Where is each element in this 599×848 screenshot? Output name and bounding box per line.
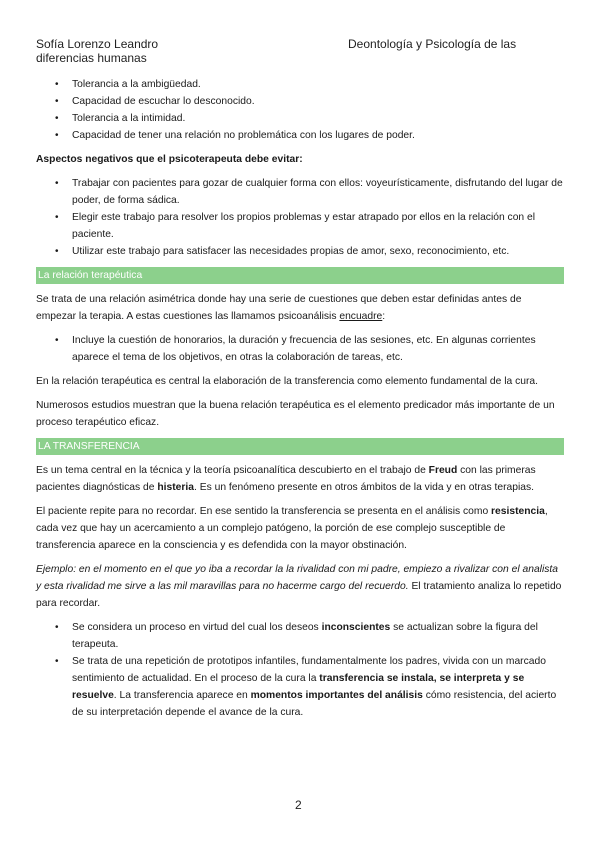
text-run: Se trata de una relación asimétrica donde hay una serie de cuestiones que deben estar definidas antes de empezar la terapia. A estas cuestiones las llamamos psicoanálisis — [36, 294, 522, 322]
relacion-paragraph-2: En la relación terapéutica es central la elaboración de la transferencia como elemento fundamental de la cura. — [36, 376, 538, 387]
list-item: • Elegir este trabajo para resolver los propios problemas y estar atrapado por ellos en la relación con el paciente. — [36, 209, 564, 243]
section-heading-transferencia: LA TRANSFERENCIA — [36, 438, 564, 455]
text-run: se actualizan sobre la figura del terapeuta. — [72, 622, 538, 650]
header-author — [36, 37, 158, 65]
header-subject: Deontología y Psicología de las — [348, 37, 517, 51]
encuadre-term: encuadre — [339, 311, 383, 322]
bold-term: transferencia se instala, se interpreta y se resuelve — [72, 673, 525, 701]
negatives-list — [36, 175, 564, 260]
text-run: , cada vez que hay un acercamiento a un complejo patógeno, la porción de ese complejo susceptible de transferencia aparece en la consciencia y es defendida con la mayor obstinación. — [36, 506, 548, 551]
transferencia-paragraph-3 — [36, 561, 564, 612]
transferencia-paragraph-1 — [36, 462, 564, 496]
transferencia-list — [36, 619, 564, 721]
bold-term: inconscientes — [321, 622, 391, 633]
encuadre-list — [36, 332, 564, 366]
section-heading-relacion: La relación terapéutica — [36, 267, 564, 284]
text-run: : — [382, 311, 386, 322]
list-item: • Tolerancia a la ambigüedad. — [36, 76, 564, 93]
qualities-list — [36, 76, 564, 144]
transferencia-paragraph-2 — [36, 503, 564, 554]
negatives-heading: Aspectos negativos que el psicoterapeuta debe evitar: — [36, 154, 303, 165]
example-text: Ejemplo: en el momento en el que yo iba a recordar la la rivalidad con mi padre, empiezo a rivalizar con el analista y esta rivalidad me sirve a las mil maravillas para no hacerme cargo del recuerdo. — [36, 564, 558, 592]
bold-term: Freud — [428, 465, 458, 476]
list-item: • Tolerancia a la intimidad. — [36, 110, 564, 127]
list-item: • Capacidad de tener una relación no problemática con los lugares de poder. — [36, 127, 564, 144]
list-item: • Utilizar este trabajo para satisfacer las necesidades propias de amor, sexo, reconocimiento, etc. — [36, 243, 564, 260]
document-body — [36, 76, 564, 721]
list-item — [36, 619, 564, 653]
relacion-paragraph-3: Numerosos estudios muestran que la buena relación terapéutica es el elemento predicador más importante de un proceso terapéutico eficaz. — [36, 400, 555, 428]
relacion-paragraph-1 — [36, 291, 564, 325]
text-run: Es un tema central en la técnica y la teoría psicoanalítica descubierto en el trabajo de — [36, 465, 429, 476]
list-item — [36, 653, 564, 721]
text-run: cómo resistencia, del acierto de su interpretación depende el avance de la cura. — [72, 690, 557, 718]
page-number: 2 — [295, 798, 302, 812]
text-run: Se trata de una repetición de prototipos infantiles, fundamentalmente los padres, vivida con un marcado sentimiento de actualidad. En el proceso de la cura la — [72, 656, 546, 684]
text-run: El paciente repite para no recordar. En ese sentido la transferencia se presenta en el análisis como — [36, 506, 492, 517]
text-run: . La transferencia aparece en — [113, 690, 251, 701]
header-author-line1: Sofía Lorenzo Leandro — [36, 37, 159, 51]
text-run: El tratamiento analiza lo repetido para recordar. — [36, 581, 562, 609]
header-author-line2: diferencias humanas — [36, 51, 147, 65]
list-item: • Incluye la cuestión de honorarios, la duración y frecuencia de las sesiones, etc. En algunas corrientes aparece el tema de los objetivos, en otras la colaboración de tareas, etc. — [36, 332, 564, 366]
text-run: . Es un fenómeno presente en otros ámbitos de la vida y en otras terapias. — [194, 482, 534, 493]
bold-term: histeria — [157, 482, 194, 493]
list-item: • Capacidad de escuchar lo desconocido. — [36, 93, 564, 110]
bold-term: resistencia — [491, 506, 545, 517]
text-run: con las primeras pacientes diagnósticas de — [36, 465, 536, 493]
list-item: • Trabajar con pacientes para gozar de cualquier forma con ellos: voyeurísticamente, disfrutando del lugar de poder, de forma sádica. — [36, 175, 564, 209]
bold-term: momentos importantes del análisis — [250, 690, 423, 701]
text-run: Se considera un proceso en virtud del cual los deseos — [72, 622, 322, 633]
